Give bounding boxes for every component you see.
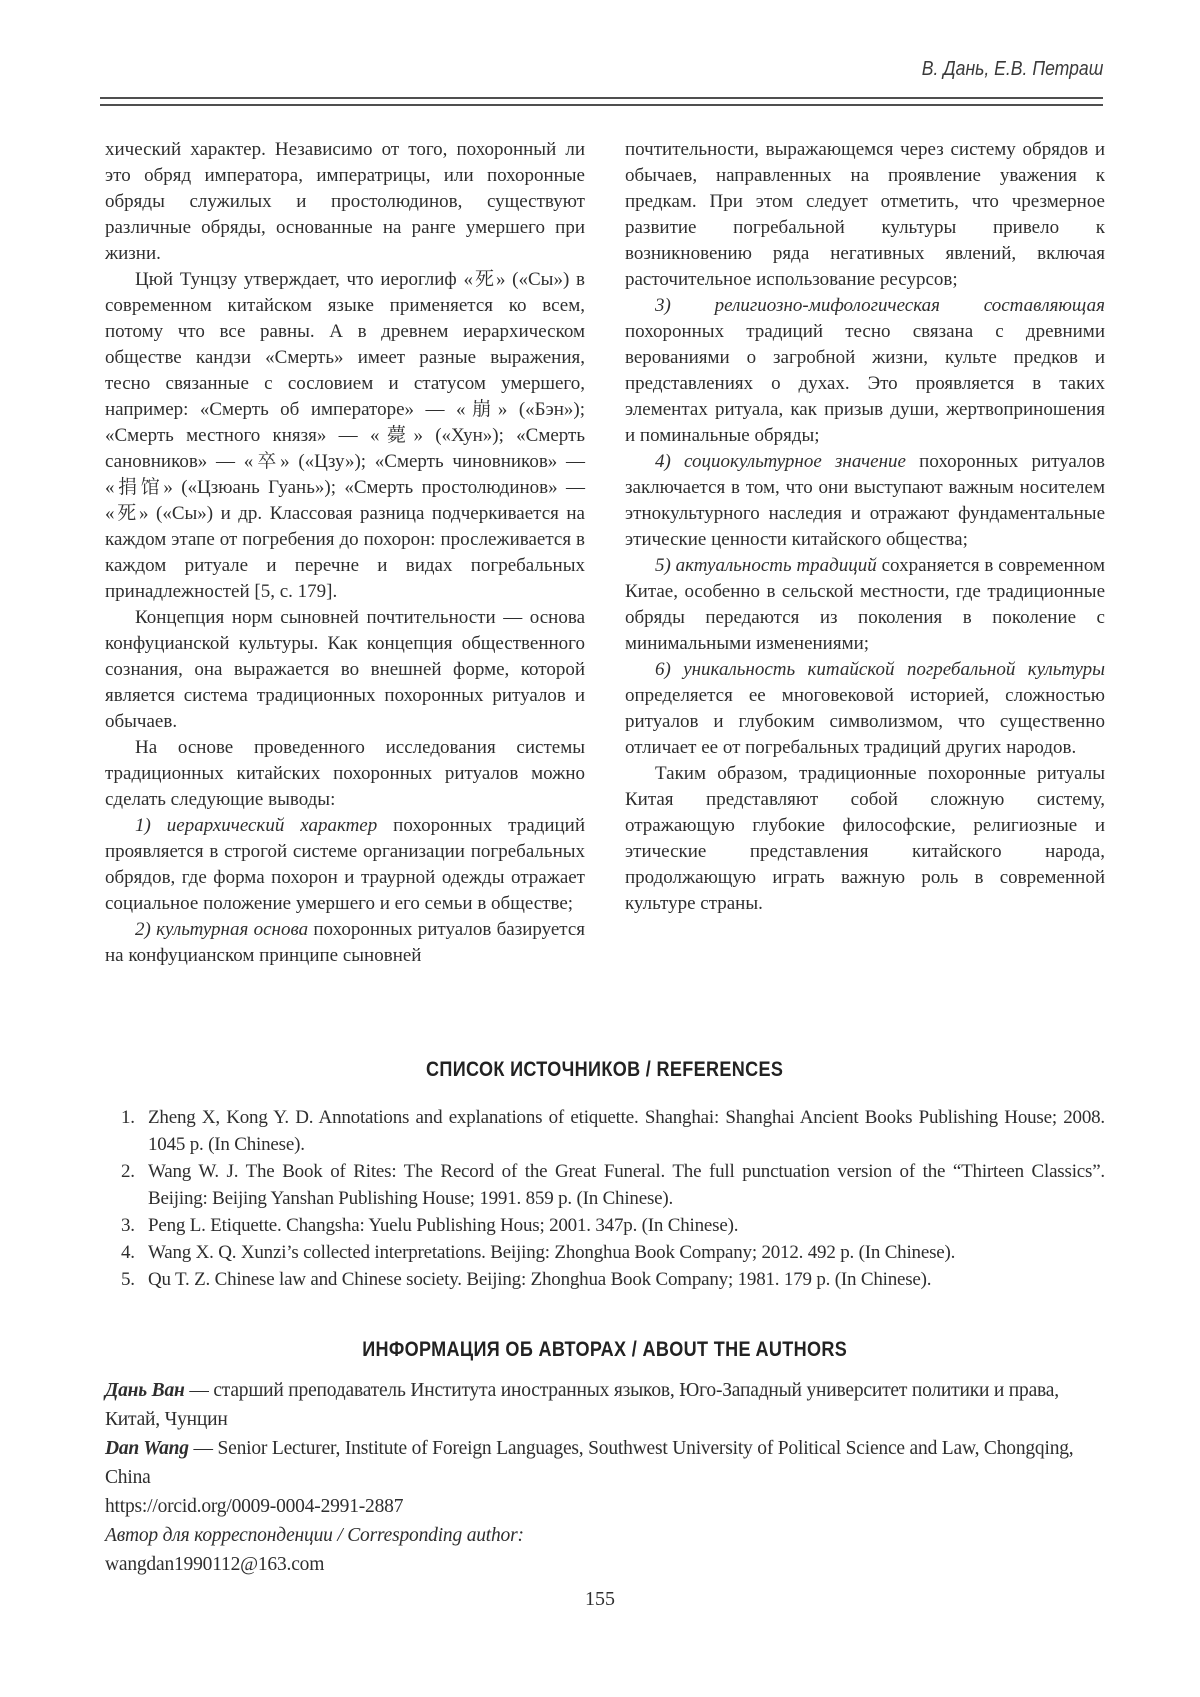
text-segment: Цюй Тунцзу утверждает, что иероглиф «死» («Сы») в современном китайском языке применяется ко всем, потому что все равны. А в древнем иерархическом обществе кандзи «Смерть» имеет разные выражения, тесно связанные с сословием и статусом умершего, например: «Смерть об императоре» — «崩» («Бэн»); «Смерть местного князя» — «薨» («Хун»); «Смерть сановников» — «卒» («Цзу»); «Смерть чиновников» — «捐馆» («Цзюань Гуань»); «Смерть простолюдинов» — «死» («Сы») и др. Классовая разница подчеркивается на каждом этапе от погребения до похорон: прослеживается в каждом ритуале и перечне и видах погребальных принадлежностей [5, с. 179]. bbox=[105, 269, 585, 602]
reference-item bbox=[105, 1239, 1105, 1266]
body-paragraph bbox=[625, 657, 1105, 761]
reference-number: 4. bbox=[121, 1242, 135, 1263]
text-segment: похоронных традиций проявляется в строгой системе организации погребальных обрядов, где форма похорон и траурной одежды отражает социальное положение умершего и его семьи в обществе; bbox=[105, 815, 585, 914]
text-segment: Dan Wang bbox=[105, 1438, 189, 1459]
reference-number: 3. bbox=[121, 1215, 135, 1236]
right-column bbox=[625, 137, 1105, 969]
reference-item bbox=[105, 1158, 1105, 1212]
references-heading-text: СПИСОК ИСТОЧНИКОВ / REFERENCES bbox=[426, 1057, 784, 1081]
running-head: В. Дань, Е.В. Петраш bbox=[921, 58, 1103, 80]
body-paragraph bbox=[625, 293, 1105, 449]
text-segment: похоронных традиций тесно связана с древними верованиями о загробной жизни, культе предков и представлениях о духах. Это проявляется в таких элементах ритуала, как призыв души, жертвоприношения и поминальные обряды; bbox=[625, 321, 1105, 446]
author-info-line bbox=[105, 1376, 1105, 1434]
text-segment: похоронных ритуалов базируется на конфуцианском принципе сыновней bbox=[105, 919, 586, 966]
author-info-line bbox=[105, 1492, 1105, 1521]
body-paragraph bbox=[105, 605, 585, 735]
text-segment: 1) иерархический характер bbox=[135, 815, 378, 836]
text-segment: wangdan1990112@163.com bbox=[105, 1554, 325, 1575]
body-paragraph bbox=[105, 267, 585, 605]
text-segment: хический характер. Независимо от того, похоронный ли это обряд императора, императрицы, или похоронные обряды служилых и простолюдинов, существуют различные обряды, основанные на ранге умершего при жизни. bbox=[105, 139, 585, 264]
reference-text: Peng L. Etiquette. Changsha: Yuelu Publishing Hous; 2001. 347p. (In Chinese). bbox=[148, 1215, 739, 1236]
body-paragraph bbox=[625, 761, 1105, 917]
authors-heading-text: ИНФОРМАЦИЯ ОБ АВТОРАХ / ABOUT THE AUTHORS bbox=[362, 1337, 848, 1361]
reference-number: 1. bbox=[121, 1107, 135, 1128]
text-segment: Дань Ван bbox=[105, 1380, 185, 1401]
references-list bbox=[105, 1104, 1105, 1293]
body-paragraph bbox=[105, 813, 585, 917]
text-segment: 3) религиозно-мифологическая составляющая bbox=[655, 295, 1105, 316]
reference-text: Wang X. Q. Xunzi’s collected interpretations. Beijing: Zhonghua Book Company; 2012. 492 p. (In Chinese). bbox=[148, 1242, 956, 1263]
text-segment: похоронных ритуалов заключается в том, что они выступают важным носителем этнокультурного наследия и отражают фундаментальные этические ценности китайского общества; bbox=[625, 451, 1105, 550]
author-info-line bbox=[105, 1550, 1105, 1579]
reference-text: Wang W. J. The Book of Rites: The Record of the Great Funeral. The full punctuation version of the “Thirteen Classics”. Beijing: Beijing Yanshan Publishing House; 1991. 859 p. (In Chinese). bbox=[148, 1161, 1105, 1209]
text-segment: Таким образом, традиционные похоронные ритуалы Китая представляют собой сложную систему, отражающую глубокие философские, религиозные и этические представления китайского народа, продолжающую играть важную роль в современной культуре страны. bbox=[625, 763, 1105, 914]
text-segment: 6) уникальность китайской погребальной культуры bbox=[655, 659, 1105, 680]
reference-item bbox=[105, 1266, 1105, 1293]
text-segment: На основе проведенного исследования системы традиционных китайских похоронных ритуалов можно сделать следующие выводы: bbox=[105, 737, 585, 810]
reference-text: Qu T. Z. Chinese law and Chinese society. Beijing: Zhonghua Book Company; 1981. 179 p. (In Chinese). bbox=[148, 1269, 932, 1290]
reference-text: Zheng X, Kong Y. D. Annotations and explanations of etiquette. Shanghai: Shanghai Ancient Books Publishing House; 2008. 1045 p. (In Chinese). bbox=[148, 1107, 1105, 1155]
body-paragraph bbox=[105, 735, 585, 813]
references-heading bbox=[105, 1056, 1105, 1082]
body-paragraph bbox=[625, 137, 1105, 293]
page-number: 155 bbox=[585, 1588, 615, 1610]
text-segment: определяется ее многовековой историей, сложностью ритуалов и глубоким символизмом, что существенно отличает ее от погребальных традиций других народов. bbox=[625, 685, 1105, 758]
text-segment: сохраняется в современном Китае, особенно в сельской местности, где традиционные обряды передаются из поколения в поколение с минимальными изменениями; bbox=[625, 555, 1105, 654]
reference-item bbox=[105, 1212, 1105, 1239]
text-segment: Концепция норм сыновней почтительности — основа конфуцианской культуры. Как концепция общественного сознания, она выражается во внешней форме, которой является система традиционных похоронных ритуалов и обычаев. bbox=[105, 607, 585, 732]
body-paragraph bbox=[625, 553, 1105, 657]
reference-number: 2. bbox=[121, 1161, 135, 1182]
reference-item bbox=[105, 1104, 1105, 1158]
text-segment: 4) социокультурное значение bbox=[655, 451, 906, 472]
header-rule bbox=[100, 97, 1103, 106]
body-paragraph bbox=[625, 449, 1105, 553]
text-segment: 5) актуальность традиций bbox=[655, 555, 877, 576]
body-paragraph bbox=[105, 137, 585, 267]
text-segment: — Senior Lecturer, Institute of Foreign Languages, Southwest University of Political Science and Law, Chongqing, China bbox=[105, 1438, 1074, 1488]
text-segment: почтительности, выражающемся через систему обрядов и обычаев, направленных на проявление уважения к предкам. При этом следует отметить, что чрезмерное развитие погребальной культуры привело к возникновению ряда негативных явлений, включая расточительное использование ресурсов; bbox=[625, 139, 1105, 290]
authors-info bbox=[105, 1376, 1105, 1579]
text-segment: Автор для корреспонденции / Corresponding author: bbox=[105, 1525, 524, 1546]
author-info-line bbox=[105, 1434, 1105, 1492]
text-segment: https://orcid.org/0009-0004-2991-2887 bbox=[105, 1496, 404, 1517]
left-column bbox=[105, 137, 585, 969]
text-segment: — старший преподаватель Института иностранных языков, Юго-Западный университет политики и права, Китай, Чунцин bbox=[105, 1380, 1059, 1430]
author-info-line bbox=[105, 1521, 1105, 1550]
authors-heading bbox=[105, 1336, 1105, 1362]
reference-number: 5. bbox=[121, 1269, 135, 1290]
body-paragraph bbox=[105, 917, 585, 969]
article-body bbox=[105, 137, 1105, 969]
text-segment: 2) культурная основа bbox=[135, 919, 309, 940]
